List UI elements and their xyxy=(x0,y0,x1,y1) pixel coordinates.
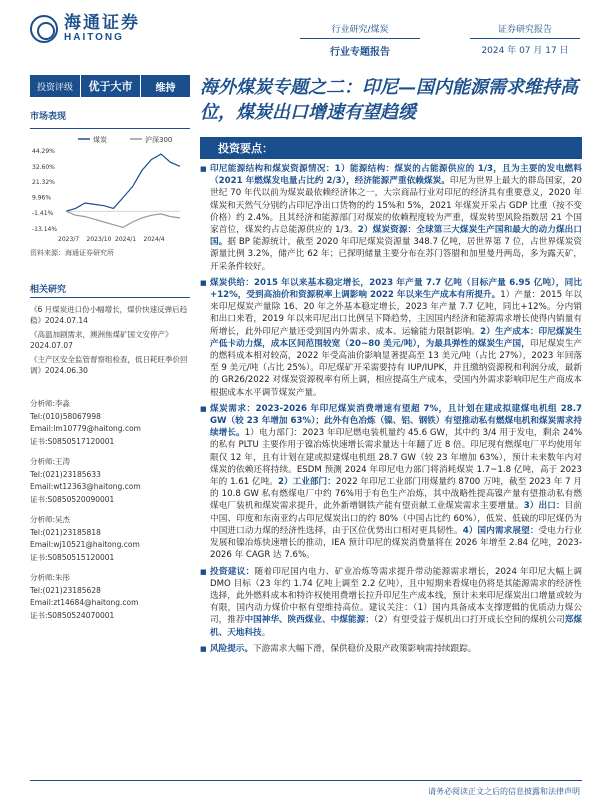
paragraph-coal-demand xyxy=(200,403,582,562)
key-points-header: 投资要点： xyxy=(200,137,582,159)
analyst-cert: 证书:S0850524070001 xyxy=(30,610,115,620)
analyst-name: 分析师:朱彤 xyxy=(30,573,71,582)
analyst-email[interactable]: Email:lm10779@haitong.com xyxy=(30,424,141,433)
y-tick-label: -1.41% xyxy=(32,210,54,218)
rating-status: 维持 xyxy=(140,75,190,97)
x-tick-label: 2024/4 xyxy=(143,236,165,243)
para-bold: 投资建议： xyxy=(210,566,255,577)
related-item[interactable]: 《主产区安全监管督察组检查，低日耗旺季价回调》2024.06.30 xyxy=(30,355,188,375)
footer-disclaimer: 请务必阅读正文之后的信息披露和法律声明 xyxy=(428,787,580,796)
report-header xyxy=(0,0,600,60)
legend-label: 煤炭 xyxy=(93,136,107,144)
analyst-card xyxy=(30,456,190,506)
related-research xyxy=(30,282,190,376)
rating-bar xyxy=(30,75,190,97)
analyst-tel: Tel:(010)58067998 xyxy=(30,411,101,421)
para-text: 下游需求大幅下滑，保供稳价及限产政策影响需持续跟踪。 xyxy=(252,643,477,654)
paragraph-risk xyxy=(200,643,582,655)
header-doc-block xyxy=(470,22,580,56)
para-text: 目前中国、印度和东南亚约占印尼煤炭出口的约 80%（中国占比约 60%），低炭、低硫的印尼煤仍为中国进口动力煤的经济性选择，由于区位优势出口相对更具韧性。 xyxy=(210,501,582,536)
market-chart-svg xyxy=(30,129,190,247)
logo-english: HAITONG xyxy=(64,32,124,43)
para-bold: 2）煤炭资源：全球第三大煤炭生产国和最大的动力煤出口国。 xyxy=(210,225,582,248)
y-tick-label: 21.32% xyxy=(32,179,55,187)
para-bold: 3）出口： xyxy=(523,501,565,512)
x-tick-label: 2023/10 xyxy=(86,236,112,243)
analyst-card xyxy=(30,514,190,564)
para-bold: 4）国内需求展望： xyxy=(462,525,539,536)
rating-value: 优于大市 xyxy=(80,75,140,97)
para-bold: 印尼能源结构和煤炭资源情况：1）能源结构：煤炭的占能源供应的 1/3，且为主要的发电燃料（2021 年燃煤发电量占比约 2/3），经济能源严重依赖煤炭。 xyxy=(210,164,582,187)
analyst-tel: Tel:(021)23185818 xyxy=(30,527,101,537)
footer-divider xyxy=(30,780,582,781)
y-tick-label: 32.60% xyxy=(32,163,55,171)
haitong-logo xyxy=(30,14,140,43)
para-bold: 风险提示。 xyxy=(210,643,253,654)
sidebar xyxy=(30,75,190,630)
analyst-name: 分析师:李淼 xyxy=(30,399,71,408)
market-title: 市场表现 xyxy=(30,112,67,122)
related-title: 相关研究 xyxy=(30,282,190,298)
y-tick-label: 44.29% xyxy=(32,148,55,155)
para-bold: 郑煤机、天地科技 xyxy=(210,615,582,638)
para-bold: 煤炭供给：2015 年以来基本稳定增长，2023 年产量 7.7 亿吨（目标产量 6.95 亿吨），同比+12%，受到高油价和资源税率上调影响 2022 年以来生产成本有所提升。 xyxy=(210,277,582,301)
paragraph-energy-structure xyxy=(200,163,582,273)
analyst-email[interactable]: Email:wt12363@haitong.com xyxy=(30,482,141,491)
para-bold: 2）工业部门： xyxy=(277,477,336,488)
series-line xyxy=(66,154,180,211)
market-chart xyxy=(30,128,190,246)
analyst-email[interactable]: Email:wj10521@haitong.com xyxy=(30,540,140,549)
para-text: 1）电力部门：2023 年印尼燃电装机量约 45.6 GW，其中约 3/4 用于发电，剩余 24%的私有 PLTU 主要作用于镍冶炼快速增长需求量达十年翻了近 8 倍。印尼现有燃煤电厂平均使用年限仅 12 年，且有计划在建或拟建煤电机组 28.7 GW（较 23 年增加 63%），预计未来数年内对煤炭的依赖还将持续。ESDM 预测 2024 年印尼电力部门将消耗煤炭 1.7~1.8 亿吨，高于 2023 年的 1.61 亿吨。 xyxy=(210,428,582,488)
analyst-tel: Tel:(021)23185628 xyxy=(30,585,101,595)
header-date: 2024 年 07 月 17 日 xyxy=(470,38,580,56)
analyst-card xyxy=(30,572,190,622)
paragraph-coal-supply xyxy=(200,277,582,399)
header-report-type: 行业专题报告 xyxy=(300,38,420,58)
para-text: 印尼为世界上最大的群岛国家，20 世纪 70 年代以前为煤炭最依赖经济体之一，大宗商品行业对印尼的经济具有重要意义，2020 年煤炭和天然气分别约占印尼净出口货物的约 15%和 5%，2021 年煤炭开采占 GDP 比重（按不变价格）约 2.4%。且其经济和能源部门对煤炭的依赖程度较为严重，煤炭转型风险指数居 21 个国家首位，煤炭约占总能源供应的 1/3。 xyxy=(210,176,583,236)
para-text: 。 xyxy=(261,627,271,638)
para-text: ；（2）有望受益于煤机出口打开成长空间的煤机公司 xyxy=(365,615,565,626)
para-bold: 2）生产成本：印尼煤炭生产低卡动力煤，成本区间范围较宽（20~80 美元/吨），为最具弹性的煤炭生产国， xyxy=(210,326,582,349)
legend-label: 沪深300 xyxy=(145,136,173,144)
x-tick-label: 2024/1 xyxy=(115,236,137,243)
para-text: 据 BP 能源统计，截至 2020 年印尼煤炭资源量 348.7 亿吨，居世界第 7 位，占世界煤炭资源量比例 3.2%，储产比 62 年；已探明储量主要分布在苏门答腊和加里曼丹两岛，多为露天矿，开采条件较好。 xyxy=(210,237,582,272)
paragraph-investment-advice xyxy=(200,566,582,639)
analyst-card xyxy=(30,398,190,448)
haitong-seal-icon xyxy=(30,15,58,43)
analyst-list xyxy=(30,398,190,622)
para-bold: 中国神华、陕西煤业、中煤能源 xyxy=(244,615,366,626)
analyst-cert: 证书:S0850515120001 xyxy=(30,552,115,562)
series-line xyxy=(66,211,180,227)
para-text: 2022 年印尼工业部门用煤量约 8700 万吨，截至 2023 年 7 月的 10.8 GW 私有燃煤电厂中约 76%用于有色生产冶炼，其中战略性提高镍产量有望推动私有燃煤电厂装机和煤炭需求提升，此外新增钢铁产能有望贡献工业煤炭需求主要增量。 xyxy=(210,477,583,512)
y-tick-label: -13.14% xyxy=(32,226,58,233)
chart-source: 资料来源：海通证券研究所 xyxy=(30,249,114,257)
para-text: 1）产量：2015 年以来印尼煤炭产量除 16、20 年之外基本稳定增长，2023 年产量 7.7 亿吨，同比+12%。分内销和出口来看，2019 年以来印尼出口比例呈下降趋势，主因国内经济和能源需求增长使得内销量有所增长，此外印尼产量还受到国内外需求、成本、运输能力限制影响。 xyxy=(210,290,582,337)
para-bold: 煤炭需求：2023-2026 年印尼煤炭消费增速有望超 7%，且计划在建成拟建煤电机组 28.7 GW（较 23 年增加 63%）；此外有色冶炼（镍、铝、钢铁）有望推动私有燃煤电机和煤炭需求持续增长。 xyxy=(210,403,582,439)
header-category-block xyxy=(300,22,420,58)
para-text: 印尼煤炭生产的燃料成本相对较高，2022 年受高油价影响显著提高至 13 美元/吨（占比 27%），2023 年回落至 9 美元/吨（占比 25%）。印尼煤矿开采需要持有 IUP/IUPK，并且缴纳资源税和利润分成，最新的 GR26/2022 对煤炭资源税率有所上调，相应提高生产成本，受国内外需求影响印尼生产商成本根据成本水平调节煤炭产量。 xyxy=(210,338,582,398)
para-text: 受电力行业发展和镍冶炼快速增长的推动，IEA 预计印尼的煤炭消费量将在 2026 年增至 2.84 亿吨，2023-2026 年 CAGR 达 7.6%。 xyxy=(210,525,582,561)
header-category: 行业研究/煤炭 xyxy=(331,25,389,35)
header-doc-type: 证券研究报告 xyxy=(497,25,552,35)
analyst-name: 分析师:吴杰 xyxy=(30,515,71,524)
rating-label: 投资评级 xyxy=(30,75,80,97)
related-item[interactable]: 《6 月煤炭进口份小幅增长，煤价快速反弹后趋稳》2024.07.14 xyxy=(30,305,188,325)
report-title: 海外煤炭专题之二：印尼—国内能源需求维持高位，煤炭出口增速有望趋缓 xyxy=(200,77,578,123)
para-text: 随着印尼国内电力、矿业冶炼等需求提升带动能源需求增长，2024 年印尼大幅上调 DMO 目标（23 年约 1.74 亿吨上调至 2.2 亿吨），且中短期来看煤电仍将是其能源需求的经济性选择，此外燃料成本和特许权使用费增长拉升印尼生产成本线，预计未来印尼煤炭出口增量或较为有限，国内动力煤价中枢有望维持高位。建议关注：（1）国内具备成本支撑逻辑的优质动力煤公司，推荐 xyxy=(210,566,582,626)
related-item[interactable]: 《高温加剧需求，澳洲焦煤矿国文安停产》2024.07.07 xyxy=(30,330,173,350)
x-tick-label: 2023/7 xyxy=(58,236,80,243)
analyst-cert: 证书:S0850517120001 xyxy=(30,436,115,446)
analyst-name: 分析师:王涛 xyxy=(30,457,71,466)
logo-chinese: 海通证券 xyxy=(64,13,140,33)
y-tick-label: 9.96% xyxy=(32,194,52,202)
analyst-email[interactable]: Email:zt14684@haitong.com xyxy=(30,598,139,607)
analyst-tel: Tel:(021)23185633 xyxy=(30,469,101,479)
main-content xyxy=(200,75,582,655)
analyst-cert: 证书:S0850520090001 xyxy=(30,494,115,504)
